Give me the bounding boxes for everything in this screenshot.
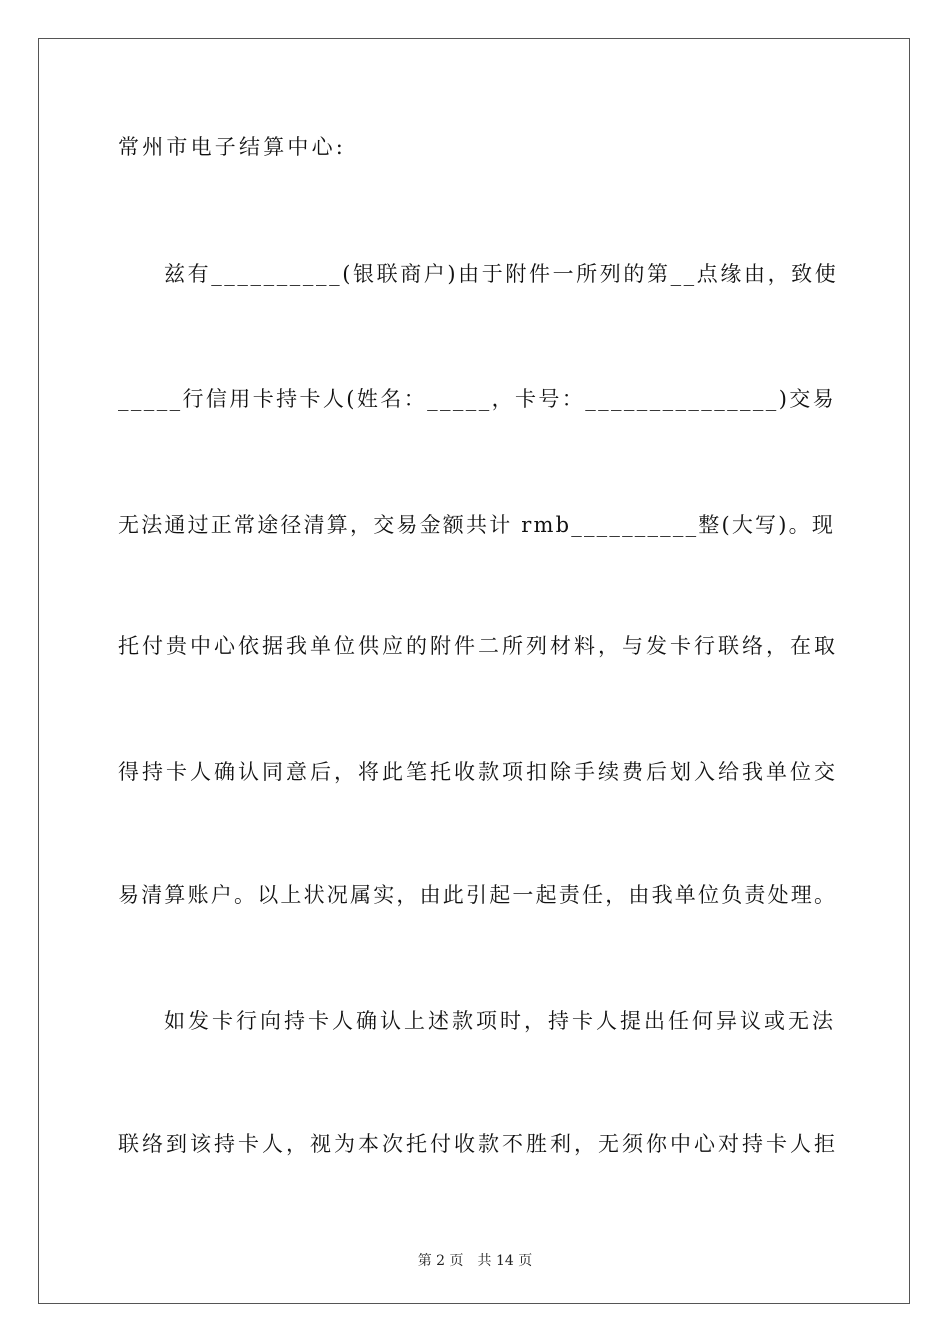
body-line-4: 托付贵中心依据我单位供应的附件二所列材料，与发卡行联络，在取	[118, 634, 838, 658]
page-number-footer: 第 2 页 共 14 页	[417, 1253, 533, 1269]
body-line-7: 如发卡行向持卡人确认上述款项时，持卡人提出任何异议或无法	[164, 1009, 836, 1033]
body-line-3: 无法通过正常途径清算，交易金额共计 rmb__________整(大写)。现	[118, 513, 836, 537]
salutation-line: 常州市电子结算中心:	[118, 135, 347, 159]
body-line-6: 易清算账户。以上状况属实，由此引起一起责任，由我单位负责处理。	[118, 883, 838, 907]
body-line-5: 得持卡人确认同意后，将此笔托收款项扣除手续费后划入给我单位交	[118, 760, 838, 784]
body-line-1: 兹有__________(银联商户)由于附件一所列的第__点缘由，致使	[164, 262, 839, 286]
body-line-2: _____行信用卡持卡人(姓名：_____，卡号：_______________)交易	[118, 387, 837, 411]
page-frame	[38, 38, 910, 1304]
body-line-8: 联络到该持卡人，视为本次托付收款不胜利，无须你中心对持卡人拒	[118, 1132, 838, 1156]
